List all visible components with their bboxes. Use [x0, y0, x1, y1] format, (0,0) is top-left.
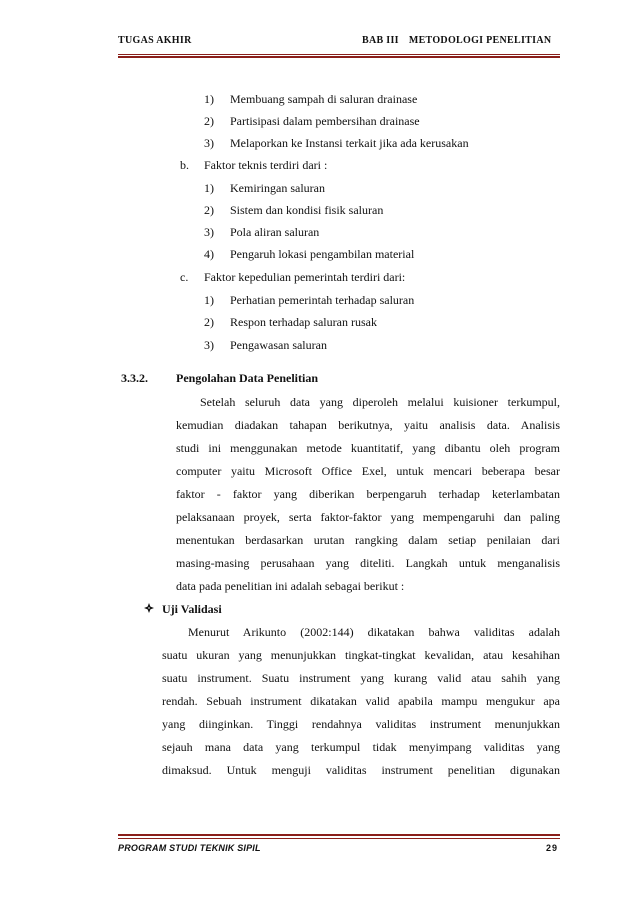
- list-item: [204, 247, 415, 261]
- list-item-number: 3): [204, 136, 214, 150]
- paragraph-line: computer yaitu Microsoft Office Exel, untuk mencari beberapa besar: [176, 464, 560, 478]
- diamond-bullet-icon: [144, 603, 154, 613]
- section-number: 3.3.2.: [121, 371, 148, 385]
- list-item: [204, 92, 418, 106]
- list-item-number: 2): [204, 203, 214, 217]
- paragraph-line: rendah. Sebuah instrument dikatakan valid apabila mampu mengukur apa: [162, 694, 560, 708]
- list-item-text: Sistem dan kondisi fisik saluran: [230, 203, 384, 217]
- list-item-text: Respon terhadap saluran rusak: [230, 315, 377, 329]
- list-item-text: Pola aliran saluran: [230, 225, 320, 239]
- list-item-number: 1): [204, 181, 214, 195]
- group-c-letter: c.: [180, 270, 189, 284]
- section-title: Pengolahan Data Penelitian: [176, 371, 319, 385]
- paragraph-line: sejauh mana data yang terkumpul tidak menyimpang validitas yang: [162, 740, 560, 754]
- list-item-number: 1): [204, 92, 214, 106]
- list-item-text: Melaporkan ke Instansi terkait jika ada kerusakan: [230, 136, 469, 150]
- paragraph-line: pelaksanaan proyek, serta faktor-faktor yang mempengaruhi dan paling: [176, 510, 560, 524]
- list-item-number: 3): [204, 225, 214, 239]
- header-rule-thick: [118, 56, 560, 58]
- list-item: [204, 203, 384, 217]
- list-item: [204, 136, 469, 150]
- list-item-text: Kemiringan saluran: [230, 181, 325, 195]
- group-b-label: Faktor teknis terdiri dari :: [204, 158, 328, 172]
- paragraph-line: suatu ukuran yang menunjukkan tingkat-tingkat kevalidan, atau kesahihan: [162, 648, 560, 662]
- paragraph-line: menentukan berdasarkan urutan rangking dalam setiap penilaian dari: [176, 533, 560, 547]
- list-item: [204, 338, 327, 352]
- header-chapter-number: BAB III: [362, 35, 399, 46]
- list-item: [204, 315, 377, 329]
- group-c-label: Faktor kepedulian pemerintah terdiri dari:: [204, 270, 406, 284]
- header-chapter-title: METODOLOGI PENELITIAN: [408, 35, 552, 46]
- footer-rule-thin: [118, 838, 560, 839]
- header-title: TUGAS AKHIR: [118, 35, 192, 46]
- footer-rule-thick: [118, 834, 560, 836]
- list-item-text: Perhatian pemerintah terhadap saluran: [230, 293, 415, 307]
- list-item: [204, 293, 415, 307]
- footer-program: PROGRAM STUDI TEKNIK SIPIL: [118, 843, 261, 853]
- list-item-number: 2): [204, 114, 214, 128]
- header-chapter: [362, 35, 561, 46]
- list-item-text: Membuang sampah di saluran drainase: [230, 92, 418, 106]
- header-rule-thin: [118, 54, 560, 55]
- list-item-text: Partisipasi dalam pembersihan drainase: [230, 114, 420, 128]
- subsection-title: Uji Validasi: [162, 602, 222, 616]
- list-item: [204, 114, 420, 128]
- group-b-heading: [180, 158, 328, 172]
- list-item: [204, 181, 325, 195]
- paragraph-line: data pada penelitian ini adalah sebagai berikut :: [176, 579, 405, 593]
- paragraph-line: faktor - faktor yang diberikan berpengaruh terhadap keterlambatan: [176, 487, 560, 501]
- list-item: [204, 225, 320, 239]
- page-number: 29: [545, 843, 558, 853]
- group-b-letter: b.: [180, 158, 189, 172]
- paragraph-line: suatu instrument. Suatu instrument yang kurang valid atau sahih yang: [162, 671, 560, 685]
- paragraph-line: studi ini menggunakan metode kuantitatif, yang dibantu oleh program: [176, 441, 560, 455]
- group-c-heading: [180, 270, 406, 284]
- paragraph-line: yang diinginkan. Tinggi rendahnya validitas instrument menunjukkan: [162, 717, 560, 731]
- list-item-number: 2): [204, 315, 214, 329]
- paragraph-line: kemudian diadakan tahapan berikutnya, yaitu analisis data. Analisis: [176, 418, 560, 432]
- paragraph-line: masing-masing perusahaan yang diteliti. Langkah untuk menganalisis: [176, 556, 560, 570]
- list-item-number: 1): [204, 293, 214, 307]
- list-item-text: Pengaruh lokasi pengambilan material: [230, 247, 415, 261]
- paragraph-line: dimaksud. Untuk menguji validitas instrument penelitian digunakan: [162, 763, 560, 777]
- list-item-text: Pengawasan saluran: [230, 338, 327, 352]
- list-item-number: 3): [204, 338, 214, 352]
- paragraph-line: Menurut Arikunto (2002:144) dikatakan bahwa validitas adalah: [188, 625, 560, 639]
- paragraph-line: Setelah seluruh data yang diperoleh melalui kuisioner terkumpul,: [200, 395, 560, 409]
- list-item-number: 4): [204, 247, 214, 261]
